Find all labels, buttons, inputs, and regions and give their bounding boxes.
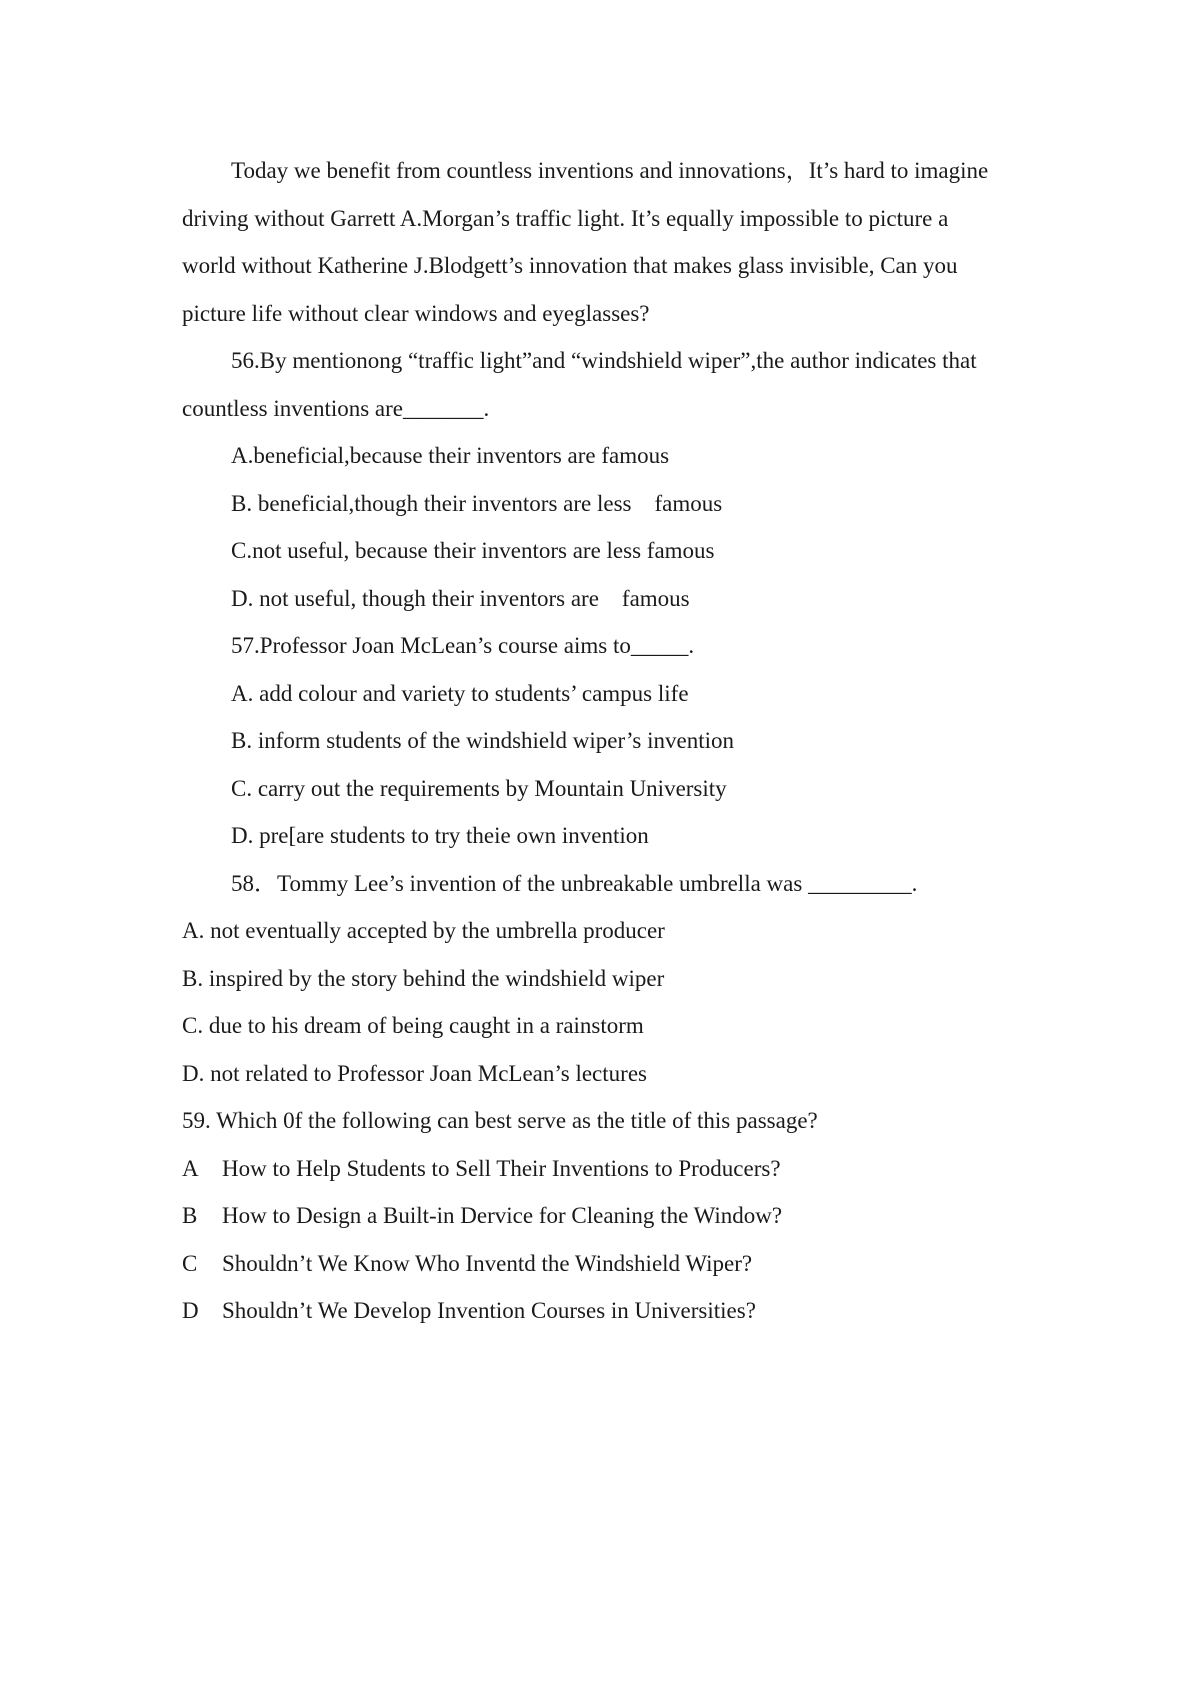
option-letter: B [182,1203,198,1228]
option-letter: C [182,1250,198,1276]
document-body [182,147,1062,1335]
question-stem: 57.Professor Joan McLean’s course aims to_____. [231,633,695,658]
question-59 [182,1097,1062,1335]
answer-option: D. not related to Professor Joan McLean’s lectures [182,1060,647,1086]
answer-option: C.not useful, because their inventors are less famous [231,538,715,563]
question-stem: countless inventions are_______. [182,395,490,421]
answer-option [182,1192,1062,1240]
answer-option: C. carry out the requirements by Mountain University [231,775,727,801]
question-stem: 59. Which 0f the following can best serve as the title of this passage? [182,1108,818,1133]
answer-option: B. inspired by the story behind the windshield wiper [182,965,665,991]
passage-line: Today we benefit from countless inventions and innovations，It’s hard to imagine [231,158,989,183]
answer-option: A. add colour and variety to students’ campus life [231,680,689,706]
question-57 [182,622,1062,860]
answer-option: A.beneficial,because their inventors are famous [231,443,670,468]
passage-line: world without Katherine J.Blodgett’s innovation that makes glass invisible, Can you [182,253,958,278]
passage-line: picture life without clear windows and eyeglasses? [182,300,650,326]
answer-option: D. pre[are students to try theie own invention [231,823,649,848]
option-letter: A [182,1155,199,1181]
question-58 [182,860,1062,1098]
question-stem: 58．Tommy Lee’s invention of the unbreakable umbrella was _________. [231,870,918,896]
passage-paragraph [182,147,1062,337]
answer-option: D. not useful, though their inventors are famous [231,585,690,611]
passage-line: driving without Garrett A.Morgan’s traffic light. It’s equally impossible to picture a [182,205,949,231]
option-text: Shouldn’t We Develop Invention Courses in Universities? [222,1298,756,1323]
answer-option [182,1145,1062,1193]
option-letter: D [182,1298,199,1323]
answer-option: B. beneficial,though their inventors are less famous [231,490,723,516]
answer-option [182,1287,1062,1335]
option-text: How to Help Students to Sell Their Inventions to Producers? [222,1155,781,1181]
question-56 [182,337,1062,622]
answer-option: A. not eventually accepted by the umbrella producer [182,918,665,943]
answer-option [182,1240,1062,1288]
option-text: How to Design a Built-in Dervice for Cleaning the Window? [222,1203,783,1228]
answer-option: B. inform students of the windshield wiper’s invention [231,728,734,753]
option-text: Shouldn’t We Know Who Inventd the Windshield Wiper? [222,1250,753,1276]
answer-option: C. due to his dream of being caught in a rainstorm [182,1013,644,1038]
question-stem: 56.By mentionong “traffic light”and “windshield wiper”,the author indicates that [231,348,977,373]
